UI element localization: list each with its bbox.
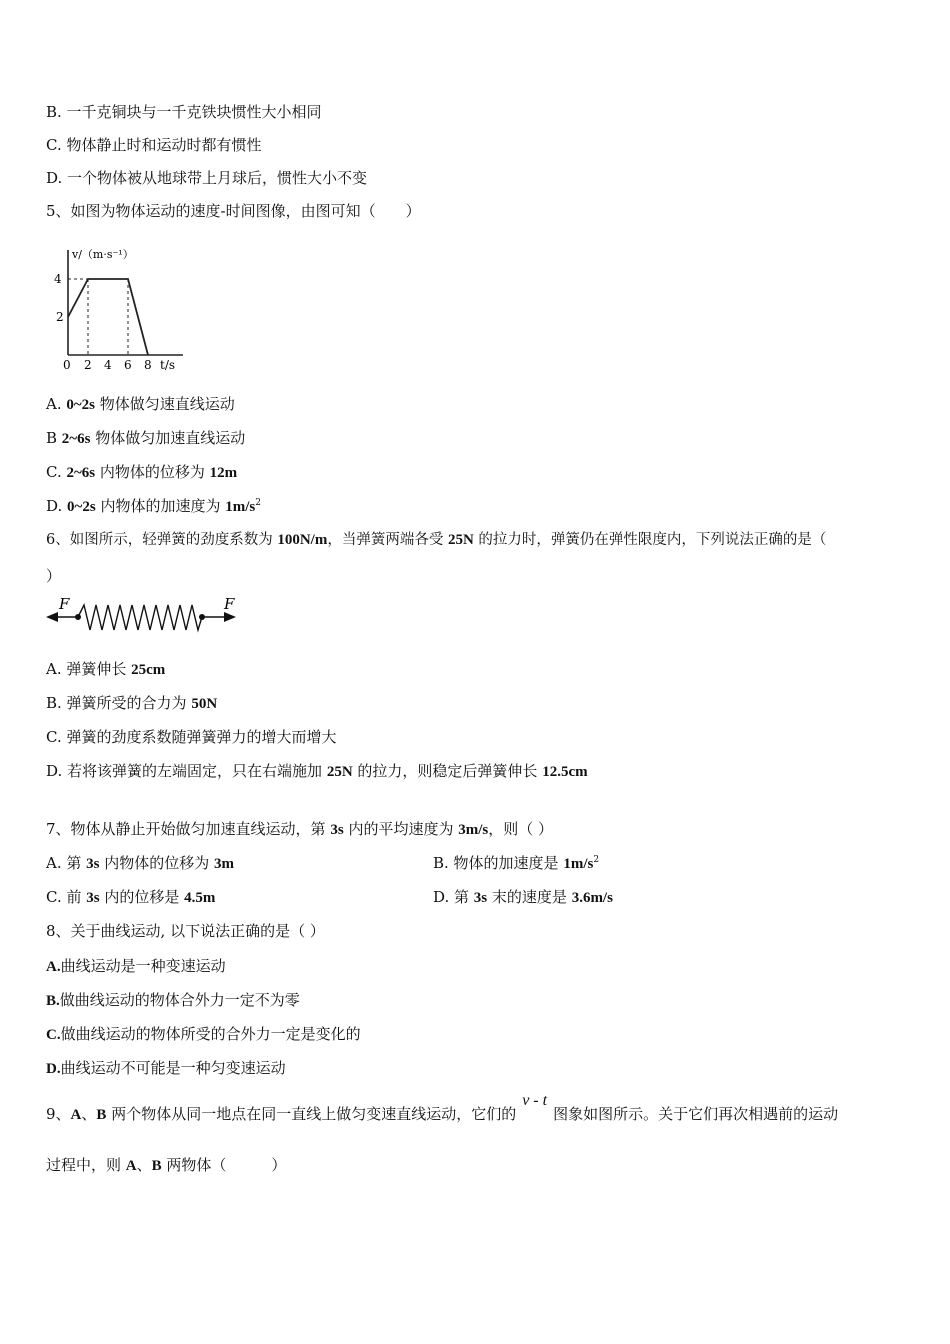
q5-option-c: C. 2~6s 内物体的位移为 12m [46, 463, 238, 481]
q6-stem: 6、如图所示，轻弹簧的劲度系数为 100N/m，当弹簧两端各受 25N 的拉力时，弹簧仍在弹性限度内，下列说法正确的是（ [46, 532, 827, 548]
q6-spring-figure [44, 594, 244, 636]
q6-option-a: A. 弹簧伸长 25cm [46, 660, 166, 678]
q8-option-c: C.做曲线运动的物体所受的合外力一定是变化的 [46, 1025, 361, 1043]
spring-coil [78, 605, 202, 630]
q5-option-d: D. 0~2s 内物体的加速度为 $1m/s^2$ [46, 497, 261, 515]
q5-option-b: B 2~6s 物体做匀加速直线运动 [46, 429, 246, 447]
q5-stem: 5、如图为物体运动的速度-时间图像，由图可知（ ） [46, 202, 421, 220]
x-tick-2: 2 [84, 358, 92, 372]
q7-option-a: A. 第 3s 内物体的位移为 3m [46, 854, 235, 872]
q4-option-b: B. 一千克铜块与一千克铁块惯性大小相同 [46, 103, 322, 121]
q5-vt-graph [50, 240, 190, 375]
q8-option-a: A.曲线运动是一种变速运动 [46, 957, 226, 975]
y-axis-label: v/（m·s⁻¹） [72, 248, 134, 261]
velocity-line [68, 279, 148, 355]
q6-option-d: D. 若将该弹簧的左端固定，只在右端施加 25N 的拉力，则稳定后弹簧伸长 12.5cm [46, 762, 588, 780]
q4-option-d: D. 一个物体被从地球带上月球后，惯性大小不变 [46, 169, 368, 187]
vt-symbol: v - t [522, 1092, 548, 1109]
q6-option-b: B. 弹簧所受的合力为 50N [46, 694, 218, 712]
arrow-left-head [46, 612, 58, 622]
q8-stem: 8、关于曲线运动, 以下说法正确的是（ ） [46, 922, 325, 940]
q6-stem-end: ） [46, 567, 62, 585]
x-tick-6: 6 [124, 358, 132, 372]
q8-option-d: D.曲线运动不可能是一种匀变速运动 [46, 1059, 286, 1077]
q7-option-b: B. 物体的加速度是 $1m/s^2$ [433, 854, 600, 872]
q4-option-c: C. 物体静止时和运动时都有惯性 [46, 136, 262, 154]
q6-option-c: C. 弹簧的劲度系数随弹簧弹力的增大而增大 [46, 728, 337, 746]
q7-option-d: D. 第 3s 末的速度是 3.6m/s [433, 888, 613, 906]
q7-option-c: C. 前 3s 内的位移是 4.5m [46, 888, 216, 906]
x-axis-label: t/s [160, 358, 176, 372]
q9-stem-line1: 9、A、B 两个物体从同一地点在同一直线上做匀变速直线运动，它们的v - t图象如图所示。关于它们再次相遇前的运动 [46, 1092, 839, 1123]
y-tick-4: 4 [54, 272, 62, 286]
q5-option-a: A. 0~2s 物体做匀速直线运动 [46, 395, 235, 413]
q8-option-b: B.做曲线运动的物体合外力一定不为零 [46, 991, 300, 1009]
x-tick-8: 8 [144, 358, 152, 372]
x-tick-4: 4 [104, 358, 112, 372]
arrow-right-head [224, 612, 236, 622]
force-label-right: F [224, 595, 235, 613]
force-label-left: F [59, 595, 70, 613]
y-tick-2: 2 [56, 310, 64, 324]
q9-stem-line2: 过程中，则 A、B 两物体（ ） [46, 1156, 287, 1174]
x-tick-0: 0 [63, 358, 71, 372]
q7-stem: 7、物体从静止开始做匀加速直线运动，第 3s 内的平均速度为 3m/s，则（ ） [46, 820, 553, 838]
